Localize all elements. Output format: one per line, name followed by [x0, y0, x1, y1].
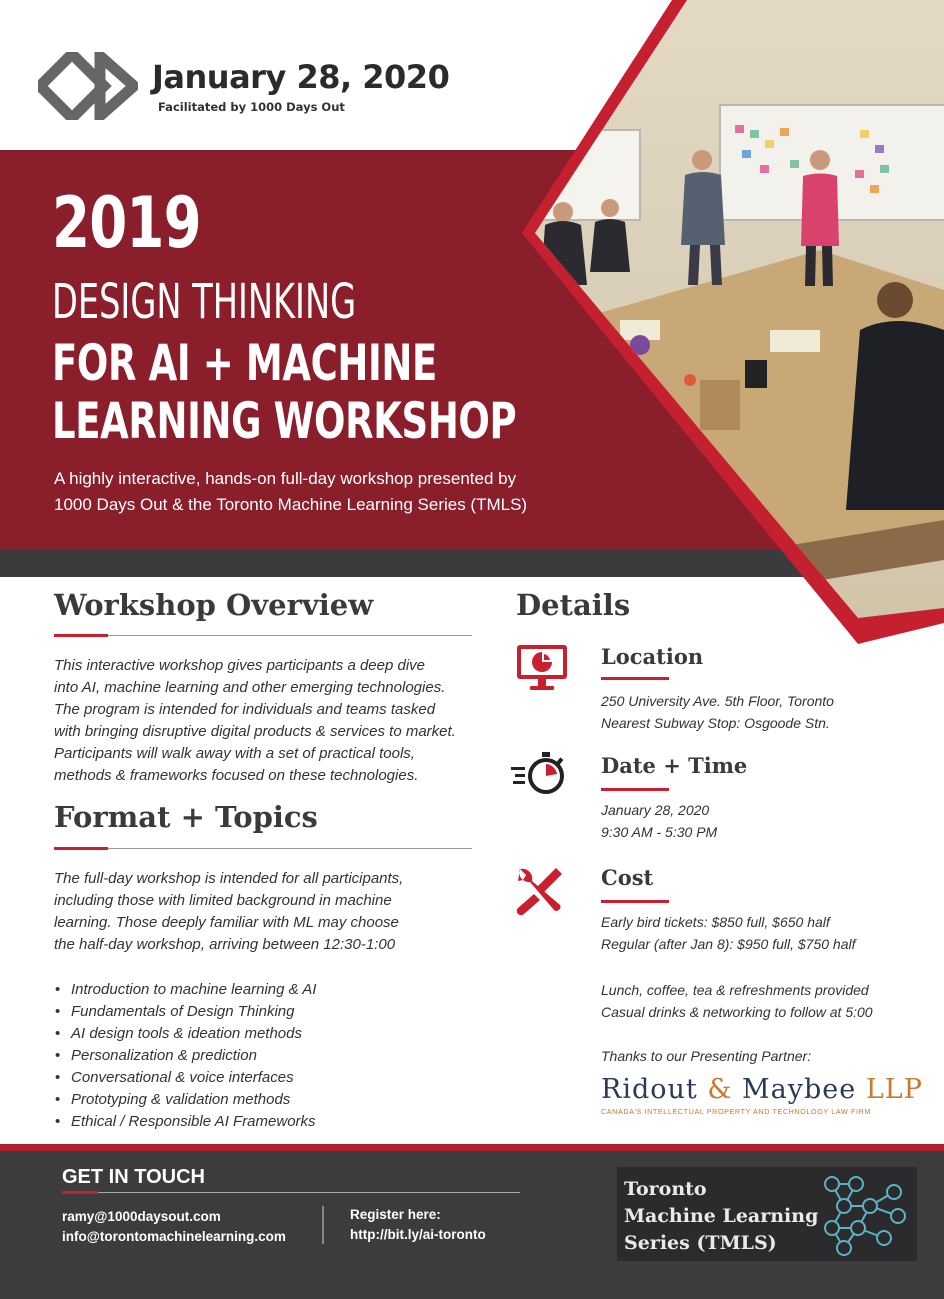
partner-tagline: CANADA'S INTELLECTUAL PROPERTY AND TECHNOLOGY LAW FIRM [601, 1107, 871, 1116]
overview-text: This interactive workshop gives participants a deep dive into AI, machine learning and other emerging technologies. The program is intended for individuals and teams tasked with bringing disruptive digital products & services to market. Participants will walk away with a set of practical tools, methods & frameworks focused on these technologies. [54, 657, 456, 784]
facilitated-by: Facilitated by 1000 Days Out [158, 100, 345, 114]
get-in-touch-accent [62, 1191, 98, 1194]
cost-accent [601, 900, 669, 903]
format-rule-accent [54, 847, 108, 850]
network-graph-icon [818, 1172, 912, 1258]
datetime-heading: Date + Time [601, 753, 748, 778]
register-link[interactable]: http://bit.ly/ai-toronto [350, 1227, 486, 1242]
overview-rule [108, 635, 472, 636]
partner-logo: Ridout & Maybee LLP CANADA'S INTELLECTUAL PROPERTY AND TECHNOLOGY LAW FIRM [601, 1074, 923, 1116]
hero-title-line-1: FOR AI + MACHINE [52, 334, 437, 392]
hero-title-line-2: LEARNING WORKSHOP [52, 392, 517, 450]
event-date: January 28, 2020 [152, 58, 450, 96]
partner-intro: Thanks to our Presenting Partner: [601, 1048, 812, 1064]
location-text: 250 University Ave. 5th Floor, Toronto Nearest Subway Stop: Osgoode Stn. [601, 693, 834, 731]
stopwatch-icon [510, 750, 566, 796]
datetime-text: January 28, 2020 9:30 AM - 5:30 PM [601, 802, 718, 840]
details-heading: Details [516, 588, 631, 622]
cost-text: Early bird tickets: $850 full, $650 half Regular (after Jan 8): $950 full, $750 half [601, 914, 856, 952]
hero-subtitle: DESIGN THINKING [52, 274, 357, 330]
location-heading: Location [601, 644, 704, 669]
list-item: • Ethical / Responsible AI Frameworks [55, 1111, 316, 1133]
amenities-text: Lunch, coffee, tea & refreshments provided Casual drinks & networking to follow at 5:00 [601, 982, 873, 1020]
format-rule [108, 848, 472, 849]
hero-tagline: A highly interactive, hands-on full-day workshop presented by 1000 Days Out & the Toronto Machine Learning Series (TMLS) [54, 469, 528, 514]
list-item: • Conversational & voice interfaces [55, 1067, 316, 1089]
contact-emails [62, 1207, 286, 1247]
register-block: Register here: http://bit.ly/ai-toronto [350, 1205, 486, 1245]
tools-icon [512, 864, 564, 918]
datetime-accent [601, 788, 669, 791]
cost-heading: Cost [601, 865, 654, 890]
get-in-touch-rule [98, 1192, 520, 1193]
format-heading: Format + Topics [54, 800, 318, 834]
footer-divider [322, 1206, 324, 1244]
overview-heading: Workshop Overview [54, 588, 374, 622]
list-item: • Prototyping & validation methods [55, 1089, 316, 1111]
footer-red-stripe [0, 1144, 944, 1151]
tmls-logo-text: Toronto Machine Learning Series (TMLS) [624, 1178, 819, 1254]
list-item: • AI design tools & ideation methods [55, 1023, 316, 1045]
email-link-2[interactable]: info@torontomachinelearning.com [62, 1229, 286, 1244]
list-item: • Fundamentals of Design Thinking [55, 1001, 316, 1023]
list-item: • Introduction to machine learning & AI [55, 979, 316, 1001]
monitor-pie-icon [515, 643, 569, 693]
location-accent [601, 677, 669, 680]
get-in-touch-heading: GET IN TOUCH [62, 1166, 205, 1188]
list-item: • Personalization & prediction [55, 1045, 316, 1067]
hero-year: 2019 [52, 182, 201, 264]
topics-list [55, 979, 316, 1133]
format-text: The full-day workshop is intended for all participants, including those with limited background in machine learning. Those deeply familiar with ML may choose the half-day workshop, arriving between 12:30-1:00 [54, 870, 404, 953]
overview-rule-accent [54, 634, 108, 637]
email-link-1[interactable]: ramy@1000daysout.com [62, 1209, 221, 1224]
